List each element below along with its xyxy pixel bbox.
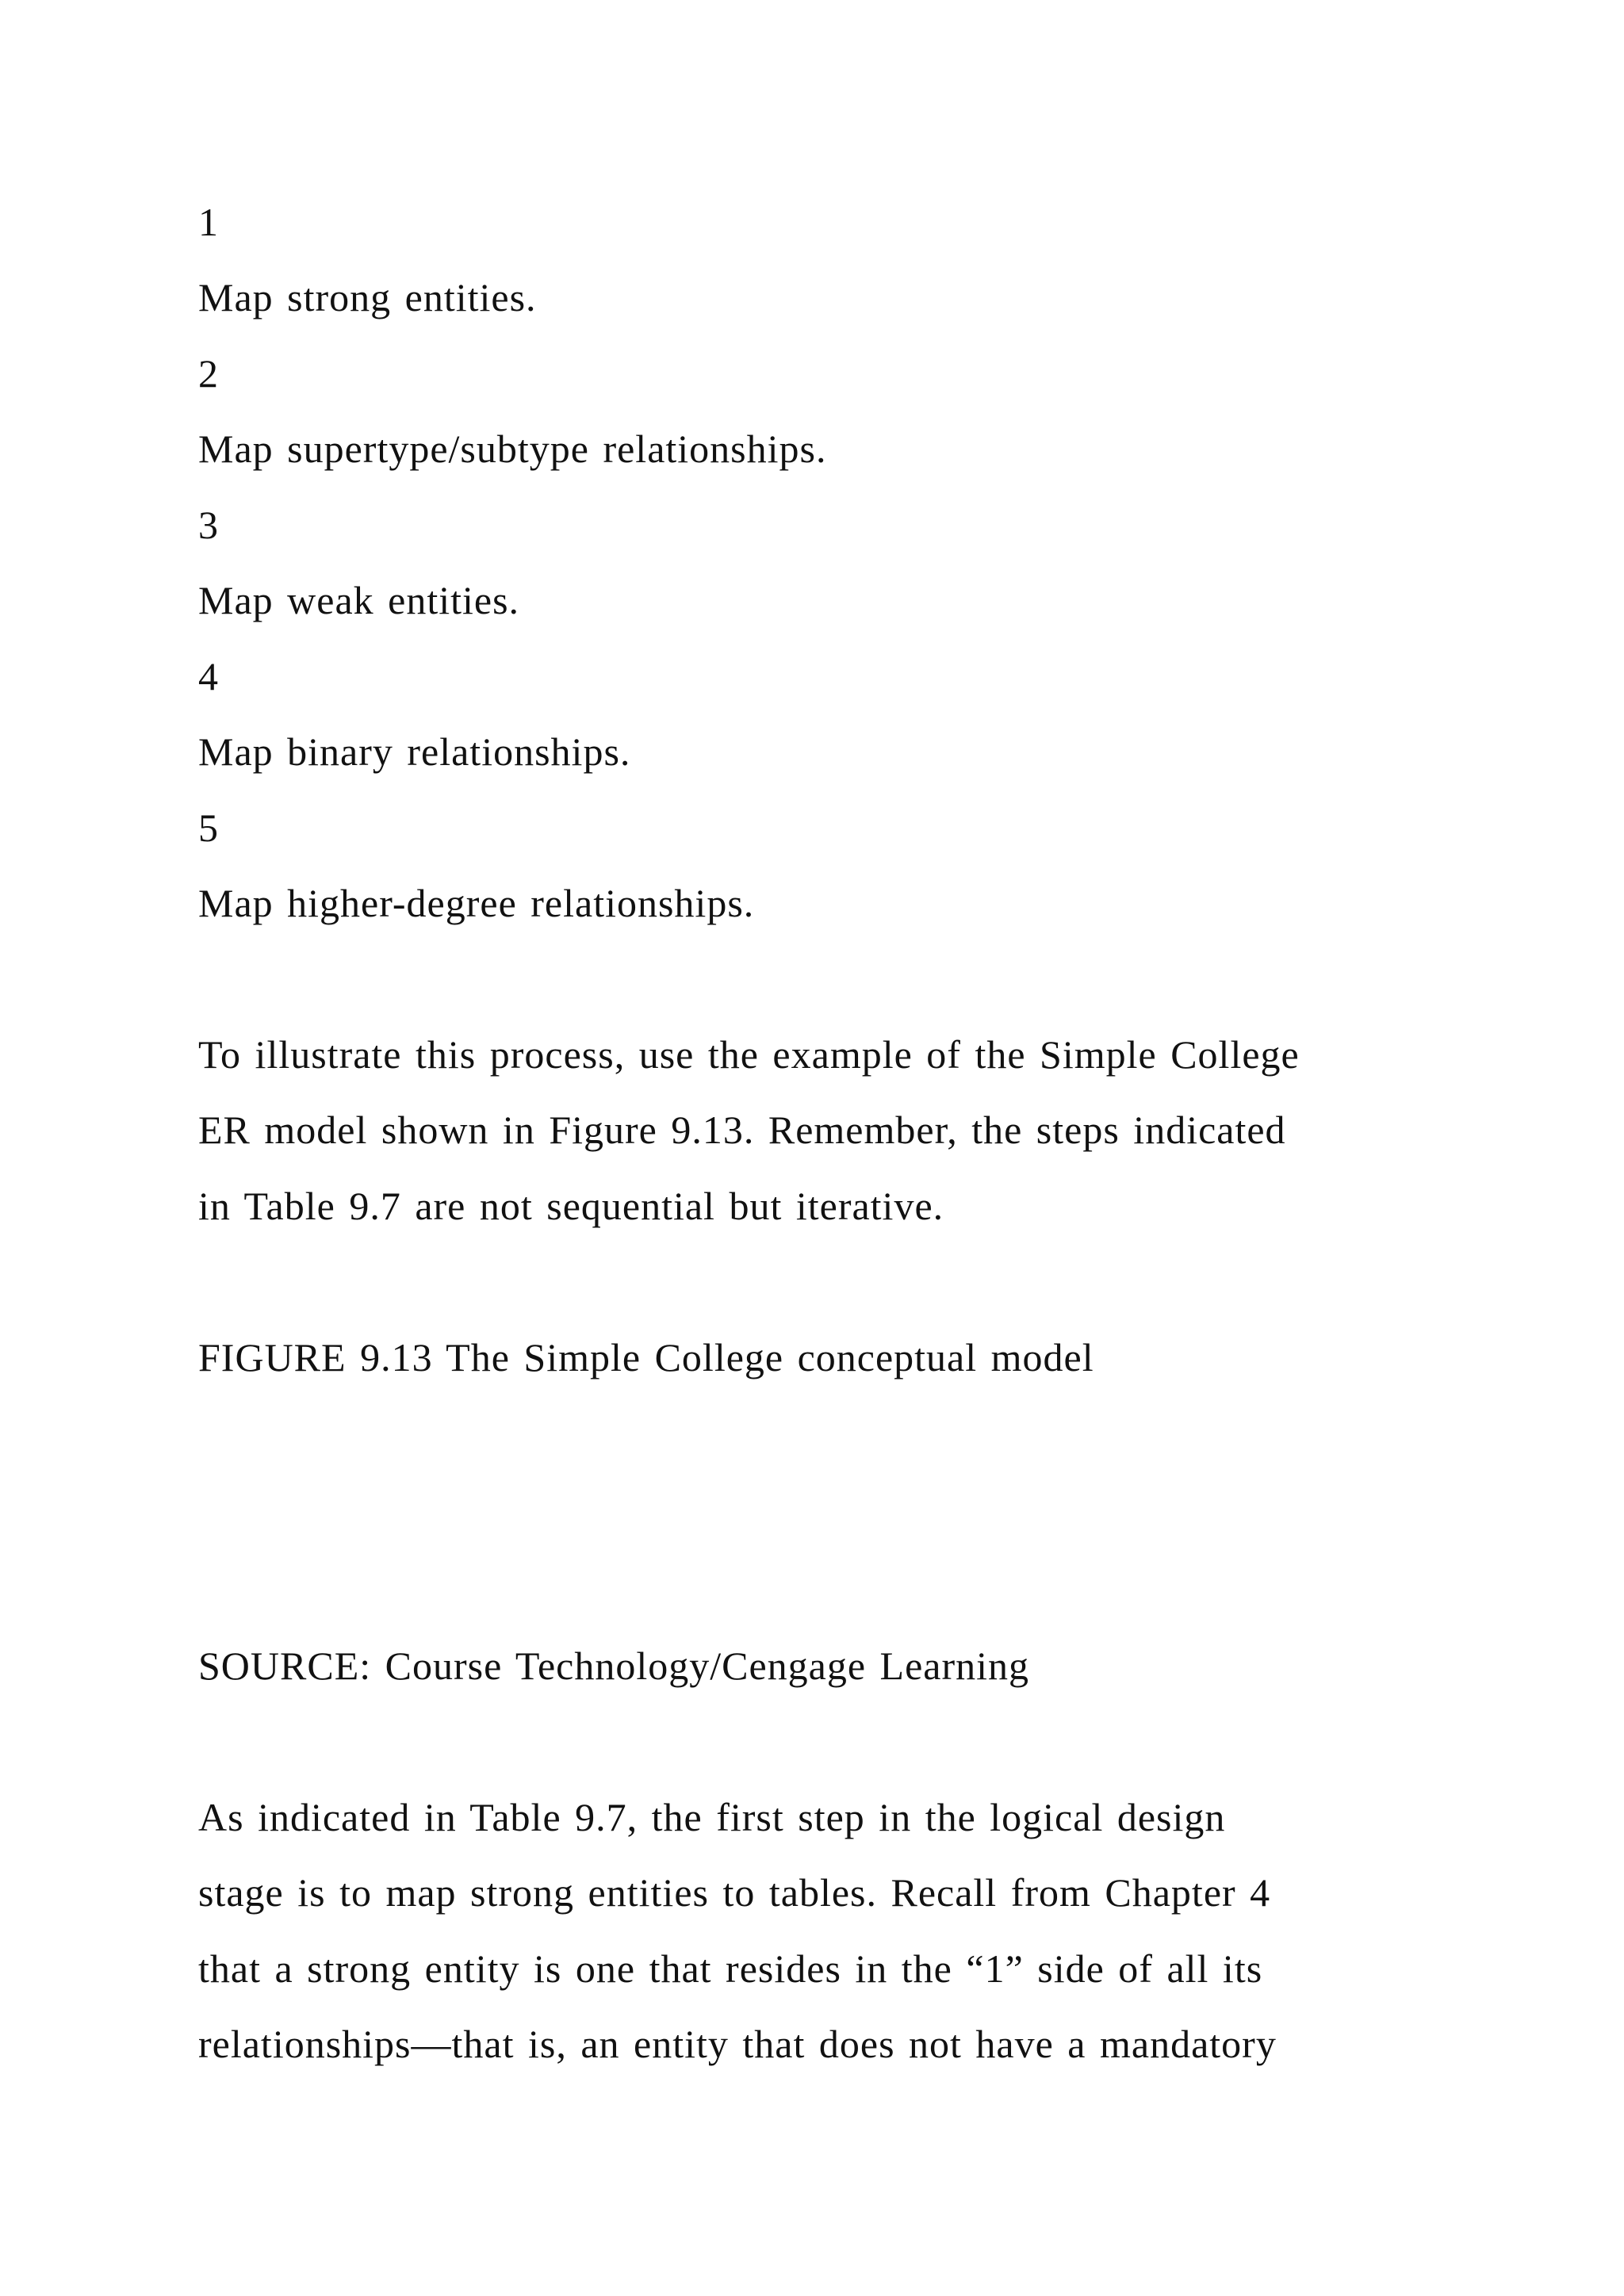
step-text: Map supertype/subtype relationships. bbox=[198, 427, 827, 471]
step-number: 2 bbox=[198, 351, 219, 396]
figure-caption: FIGURE 9.13 The Simple College conceptual model bbox=[198, 1335, 1094, 1380]
paragraph-line: To illustrate this process, use the example of the Simple College bbox=[198, 1032, 1300, 1077]
step-text: Map higher-degree relationships. bbox=[198, 881, 755, 925]
step-number: 4 bbox=[198, 654, 219, 698]
step-number: 3 bbox=[198, 503, 219, 547]
step-number: 1 bbox=[198, 200, 219, 244]
paragraph-line: stage is to map strong entities to tables. Recall from Chapter 4 bbox=[198, 1870, 1271, 1915]
paragraph-line: As indicated in Table 9.7, the first step in the logical design bbox=[198, 1795, 1226, 1839]
paragraph-line: ER model shown in Figure 9.13. Remember, the steps indicated bbox=[198, 1108, 1286, 1152]
source-line: SOURCE: Course Technology/Cengage Learning bbox=[198, 1644, 1030, 1688]
paragraph-line: relationships—that is, an entity that does not have a mandatory bbox=[198, 2022, 1277, 2066]
step-number: 5 bbox=[198, 806, 219, 850]
step-text: Map strong entities. bbox=[198, 275, 537, 320]
step-text: Map binary relationships. bbox=[198, 729, 631, 774]
paragraph-line: that a strong entity is one that resides in the “1” side of all its bbox=[198, 1946, 1263, 1991]
step-text: Map weak entities. bbox=[198, 578, 520, 622]
paragraph-line: in Table 9.7 are not sequential but iterative. bbox=[198, 1184, 944, 1228]
